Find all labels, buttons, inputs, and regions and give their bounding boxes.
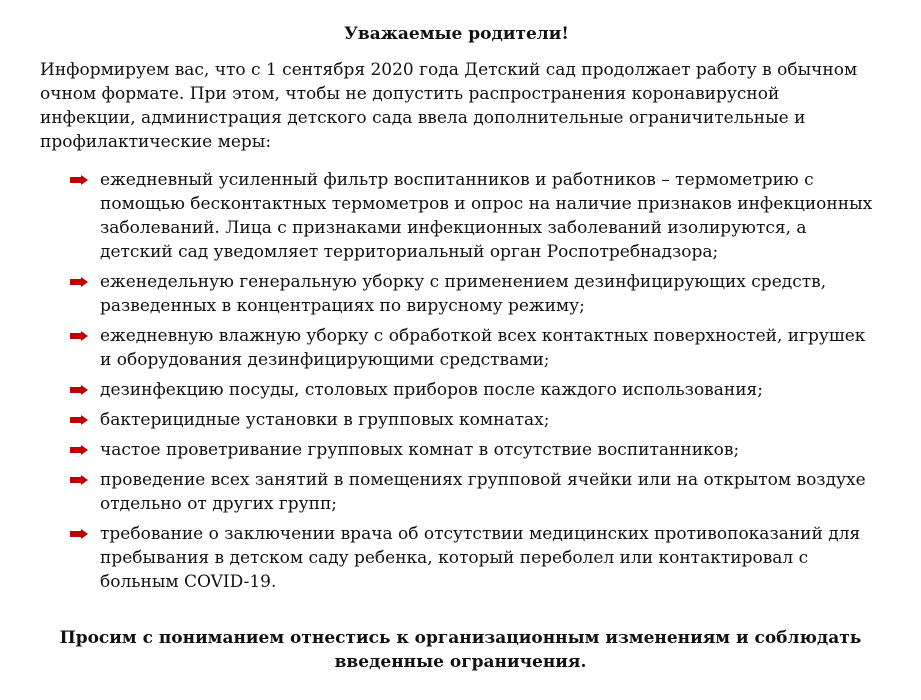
measure-text: требование о заключении врача об отсутствии медицинских противопоказаний для пребывания в детском саду ребенка, который переболел или контактировал с больным COVID-19. <box>100 524 861 592</box>
intro-paragraph: Информируем вас, что с 1 сентября 2020 года Детский сад продолжает работу в обычном очном формате. При этом, чтобы не допустить распространения коронавирусной инфекции, администрация детского сада ввела дополнительные ограничительные и профилактические меры: <box>40 60 858 152</box>
list-item <box>100 522 873 594</box>
measure-text: частое проветривание групповых комнат в отсутствие воспитанников; <box>100 440 740 460</box>
document-title: Уважаемые родители! <box>344 24 569 44</box>
red-arrow-bullet-icon <box>70 385 88 395</box>
red-arrow-bullet-icon <box>70 277 88 287</box>
red-arrow-bullet-icon <box>70 175 88 185</box>
list-item <box>100 408 873 432</box>
measure-text: ежедневный усиленный фильтр воспитанников и работников – термометрию с помощью бесконтактных термометров и опрос на наличие признаков инфекционных заболеваний. Лица с признаками инфекционных заболеваний изолируются, а детский сад уведомляет территориальный орган Роспотребнадзора; <box>100 170 873 262</box>
list-item <box>100 438 873 462</box>
red-arrow-bullet-icon <box>70 331 88 341</box>
red-arrow-bullet-icon <box>70 475 88 485</box>
measure-text: проведение всех занятий в помещениях групповой ячейки или на открытом воздухе отдельно от других групп; <box>100 470 866 514</box>
measure-text: еженедельную генеральную уборку с применением дезинфицирующих средств, разведенных в концентрациях по вирусному режиму; <box>100 272 827 316</box>
red-arrow-bullet-icon <box>70 529 88 539</box>
red-arrow-bullet-icon <box>70 415 88 425</box>
list-item <box>100 270 873 318</box>
measure-text: дезинфекцию посуды, столовых приборов после каждого использования; <box>100 380 763 400</box>
red-arrow-bullet-icon <box>70 445 88 455</box>
closing-paragraph: Просим с пониманием отнестись к организационным изменениям и соблюдать введенные ограничения. <box>59 628 862 672</box>
measure-text: ежедневную влажную уборку с обработкой всех контактных поверхностей, игрушек и оборудования дезинфицирующими средствами; <box>100 326 866 370</box>
list-item <box>100 324 873 372</box>
list-item <box>100 168 873 264</box>
list-item <box>100 468 873 516</box>
list-item <box>100 378 873 402</box>
measures-list <box>40 168 873 594</box>
measure-text: бактерицидные установки в групповых комнатах; <box>100 410 550 430</box>
